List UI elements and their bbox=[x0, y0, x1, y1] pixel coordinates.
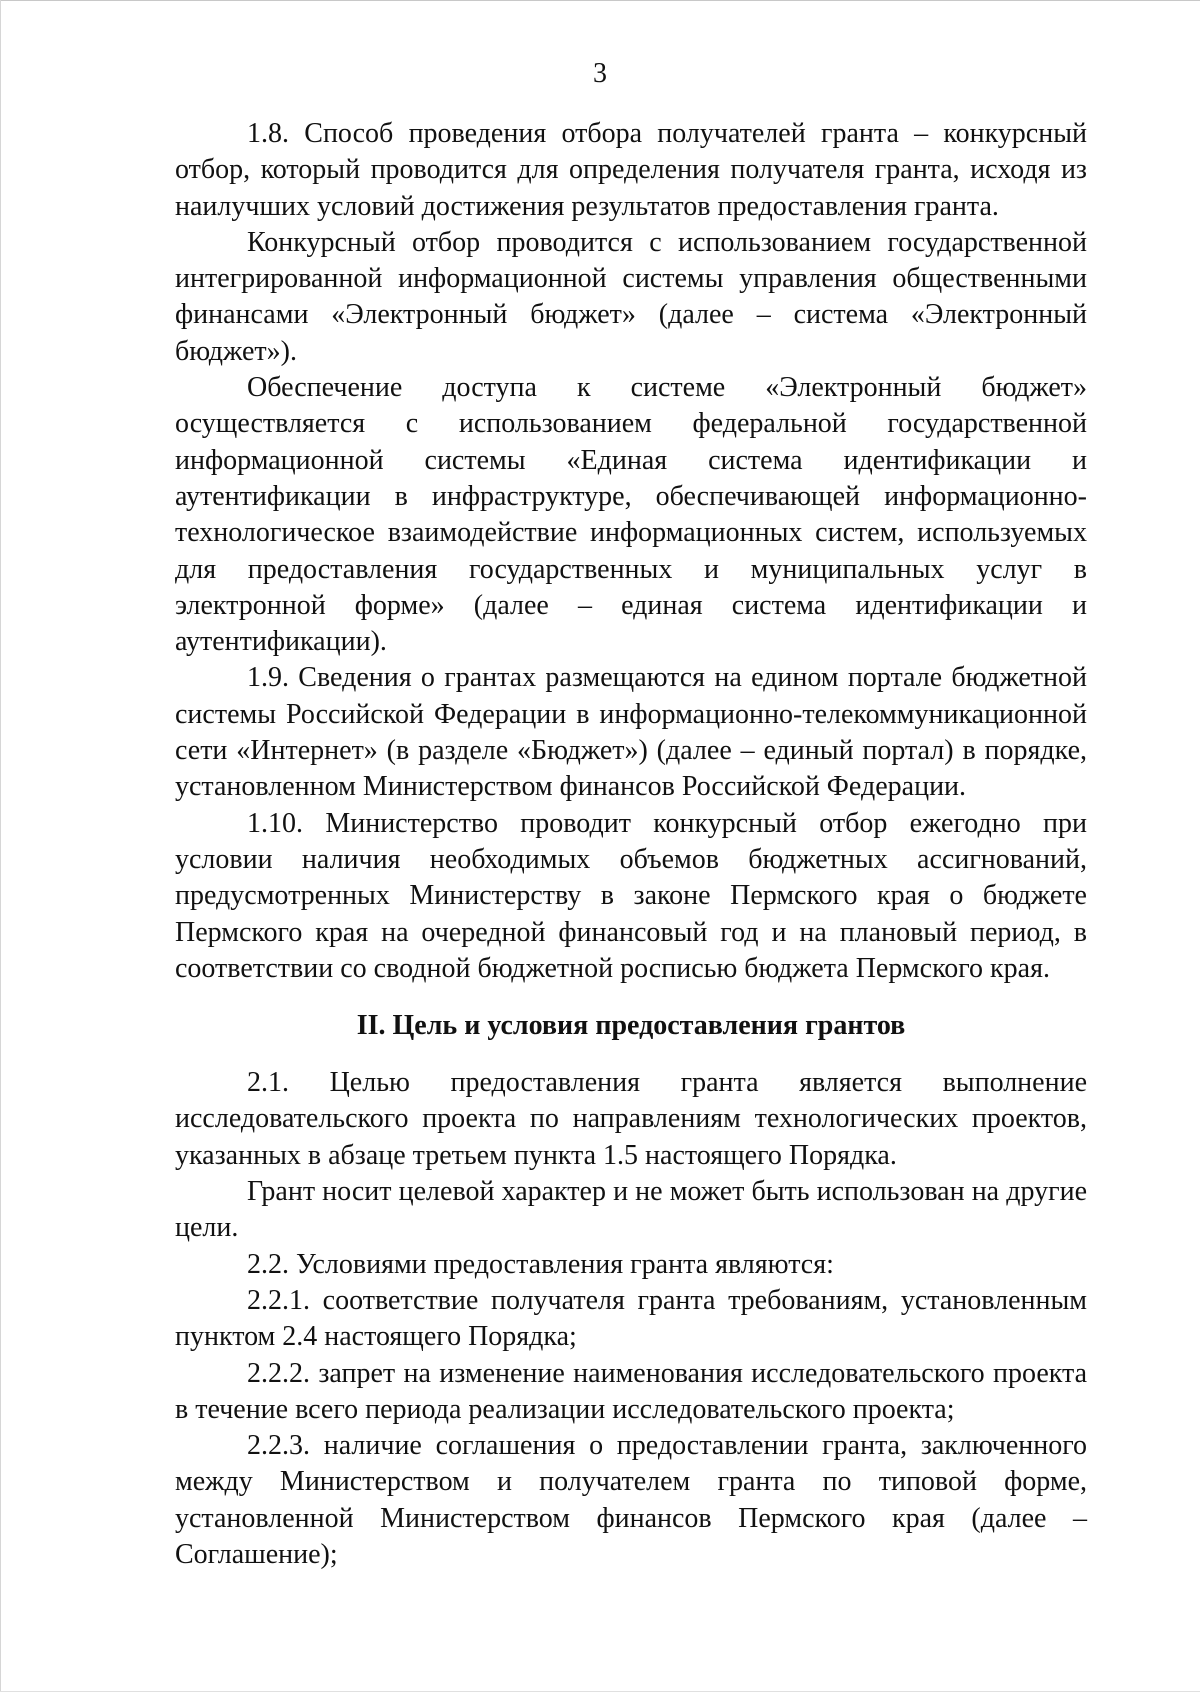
paragraph-1-10: 1.10. Министерство проводит конкурсный отбор ежегодно при условии наличия необходимых объемов бюджетных ассигнований, предусмотренных Министерству в законе Пермского края о бюджете Пермского края на очередной финансовый год и на плановый период, в соответствии со сводной бюджетной росписью бюджета Пермского края. bbox=[175, 807, 1087, 984]
paragraph-1-8: 1.8. Способ проведения отбора получателей гранта – конкурсный отбор, который проводится для определения получателя гранта, исходя из наилучших условий достижения результатов предоставления гранта. bbox=[175, 118, 1087, 222]
paragraph-selection-system: Конкурсный отбор проводится с использованием государственной интегрированной информационной системы управления общественными финансами «Электронный бюджет» (далее – система «Электронный бюджет»). bbox=[175, 226, 1087, 367]
scan-edge-top bbox=[0, 0, 1200, 1]
paragraph-2-2-1: 2.2.1. соответствие получателя гранта требованиям, установленным пунктом 2.4 настоящего Порядка; bbox=[175, 1284, 1087, 1353]
paragraph-2-2-2: 2.2.2. запрет на изменение наименования исследовательского проекта в течение всего периода реализации исследовательского проекта; bbox=[175, 1357, 1087, 1425]
paragraph-2-1: 2.1. Целью предоставления гранта является выполнение исследовательского проекта по направлениям технологических проектов, указанных в абзаце третьем пункта 1.5 настоящего Порядка. bbox=[175, 1067, 1087, 1171]
paragraph-2-2-3: 2.2.3. наличие соглашения о предоставлении гранта, заключенного между Министерством и получателем гранта по типовой форме, установленной Министерством финансов Пермского края (далее – Соглашение); bbox=[175, 1430, 1087, 1570]
page-number: 3 bbox=[593, 58, 607, 89]
scan-edge-left bbox=[0, 0, 1, 1692]
paragraph-grant-purpose: Грант носит целевой характер и не может быть использован на другие цели. bbox=[175, 1176, 1087, 1244]
paragraph-1-9: 1.9. Сведения о грантах размещаются на едином портале бюджетной системы Российской Федерации в информационно-телекоммуникационной сети «Интернет» (в разделе «Бюджет») (далее – единый портал) в порядке, установленном Министерством финансов Российской Федерации. bbox=[175, 662, 1087, 803]
section-heading: II. Цель и условия предоставления грантов bbox=[356, 1010, 906, 1042]
paragraph-access-system: Обеспечение доступа к системе «Электронный бюджет» осуществляется с использованием федеральной государственной информационной системы «Единая система идентификации и аутентификации в инфраструктуре, обеспечивающей информационно-технологическое взаимодействие информационных систем, используемых для предоставления государственных и муниципальных услуг в электронной форме» (далее – единая система идентификации и аутентификации). bbox=[175, 372, 1087, 658]
paragraph-2-2: 2.2. Условиями предоставления гранта являются: bbox=[247, 1248, 834, 1280]
document-body bbox=[175, 116, 1087, 1573]
